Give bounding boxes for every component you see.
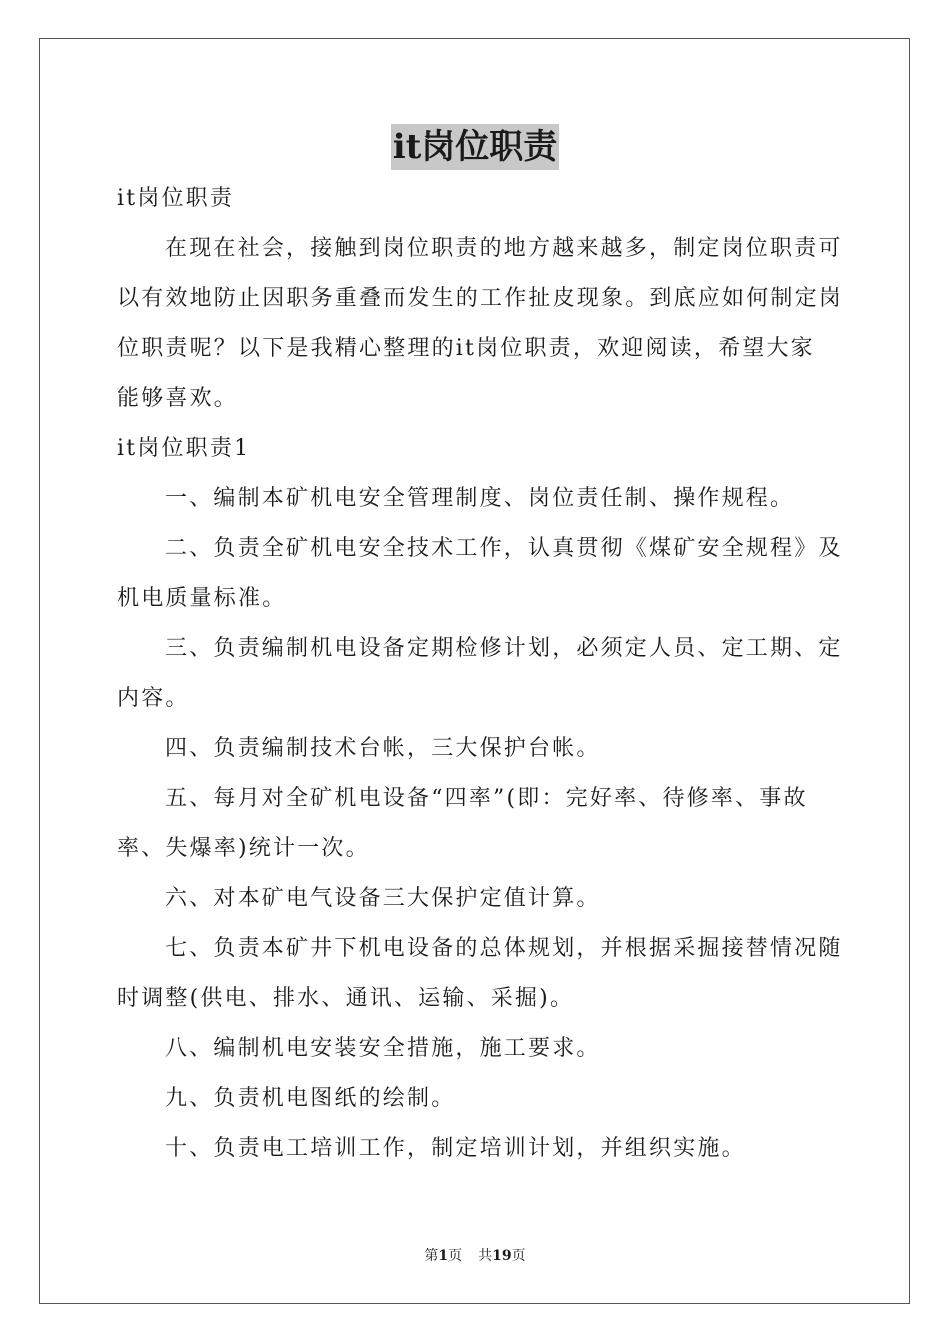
total-pages: 19 [492, 1248, 512, 1264]
list-item: 六、对本矿电气设备三大保护定值计算。 [165, 886, 601, 911]
list-item: 二、负责全矿机电安全技术工作，认真贯彻《煤矿安全规程》及 [165, 536, 843, 561]
page-suffix: 页 [448, 1248, 463, 1264]
list-item: 八、编制机电安装安全措施，施工要求。 [165, 1036, 601, 1061]
total-prefix: 共 [478, 1248, 493, 1264]
total-suffix: 页 [511, 1248, 526, 1264]
page-number: 1 [438, 1248, 449, 1264]
document-title: it岗位职责 [391, 124, 560, 170]
page-prefix: 第 [424, 1248, 439, 1264]
list-item: 十、负责电工培训工作，制定培训计划，并组织实施。 [165, 1136, 746, 1161]
body-line: 位职责呢？以下是我精心整理的it岗位职责，欢迎阅读，希望大家 [117, 336, 815, 361]
list-item-continuation: 内容。 [117, 686, 190, 711]
body-line: 能够喜欢。 [117, 386, 239, 411]
list-item: 三、负责编制机电设备定期检修计划，必须定人员、定工期、定 [165, 636, 843, 661]
list-item: 一、编制本矿机电安全管理制度、岗位责任制、操作规程。 [165, 486, 795, 511]
list-item-continuation: 率、失爆率)统计一次。 [117, 836, 370, 861]
body-line: 在现在社会，接触到岗位职责的地方越来越多，制定岗位职责可 [165, 236, 843, 261]
body-line: it岗位职责 [117, 186, 235, 211]
body-line: 以有效地防止因职务重叠而发生的工作扯皮现象。到底应如何制定岗 [117, 286, 844, 311]
title-container [0, 124, 950, 170]
list-item: 四、负责编制技术台帐，三大保护台帐。 [165, 736, 601, 761]
list-item: 九、负责机电图纸的绘制。 [165, 1086, 456, 1111]
list-item-continuation: 时调整(供电、排水、通讯、运输、采掘)。 [117, 986, 575, 1011]
list-item: 五、每月对全矿机电设备“四率”(即：完好率、待修率、事故 [165, 786, 808, 811]
list-item-continuation: 机电质量标准。 [117, 586, 287, 611]
list-item: 七、负责本矿井下机电设备的总体规划，并根据采掘接替情况随 [165, 936, 843, 961]
page-footer [0, 1246, 950, 1266]
document-body [117, 174, 844, 1174]
section-heading: it岗位职责1 [117, 436, 251, 461]
